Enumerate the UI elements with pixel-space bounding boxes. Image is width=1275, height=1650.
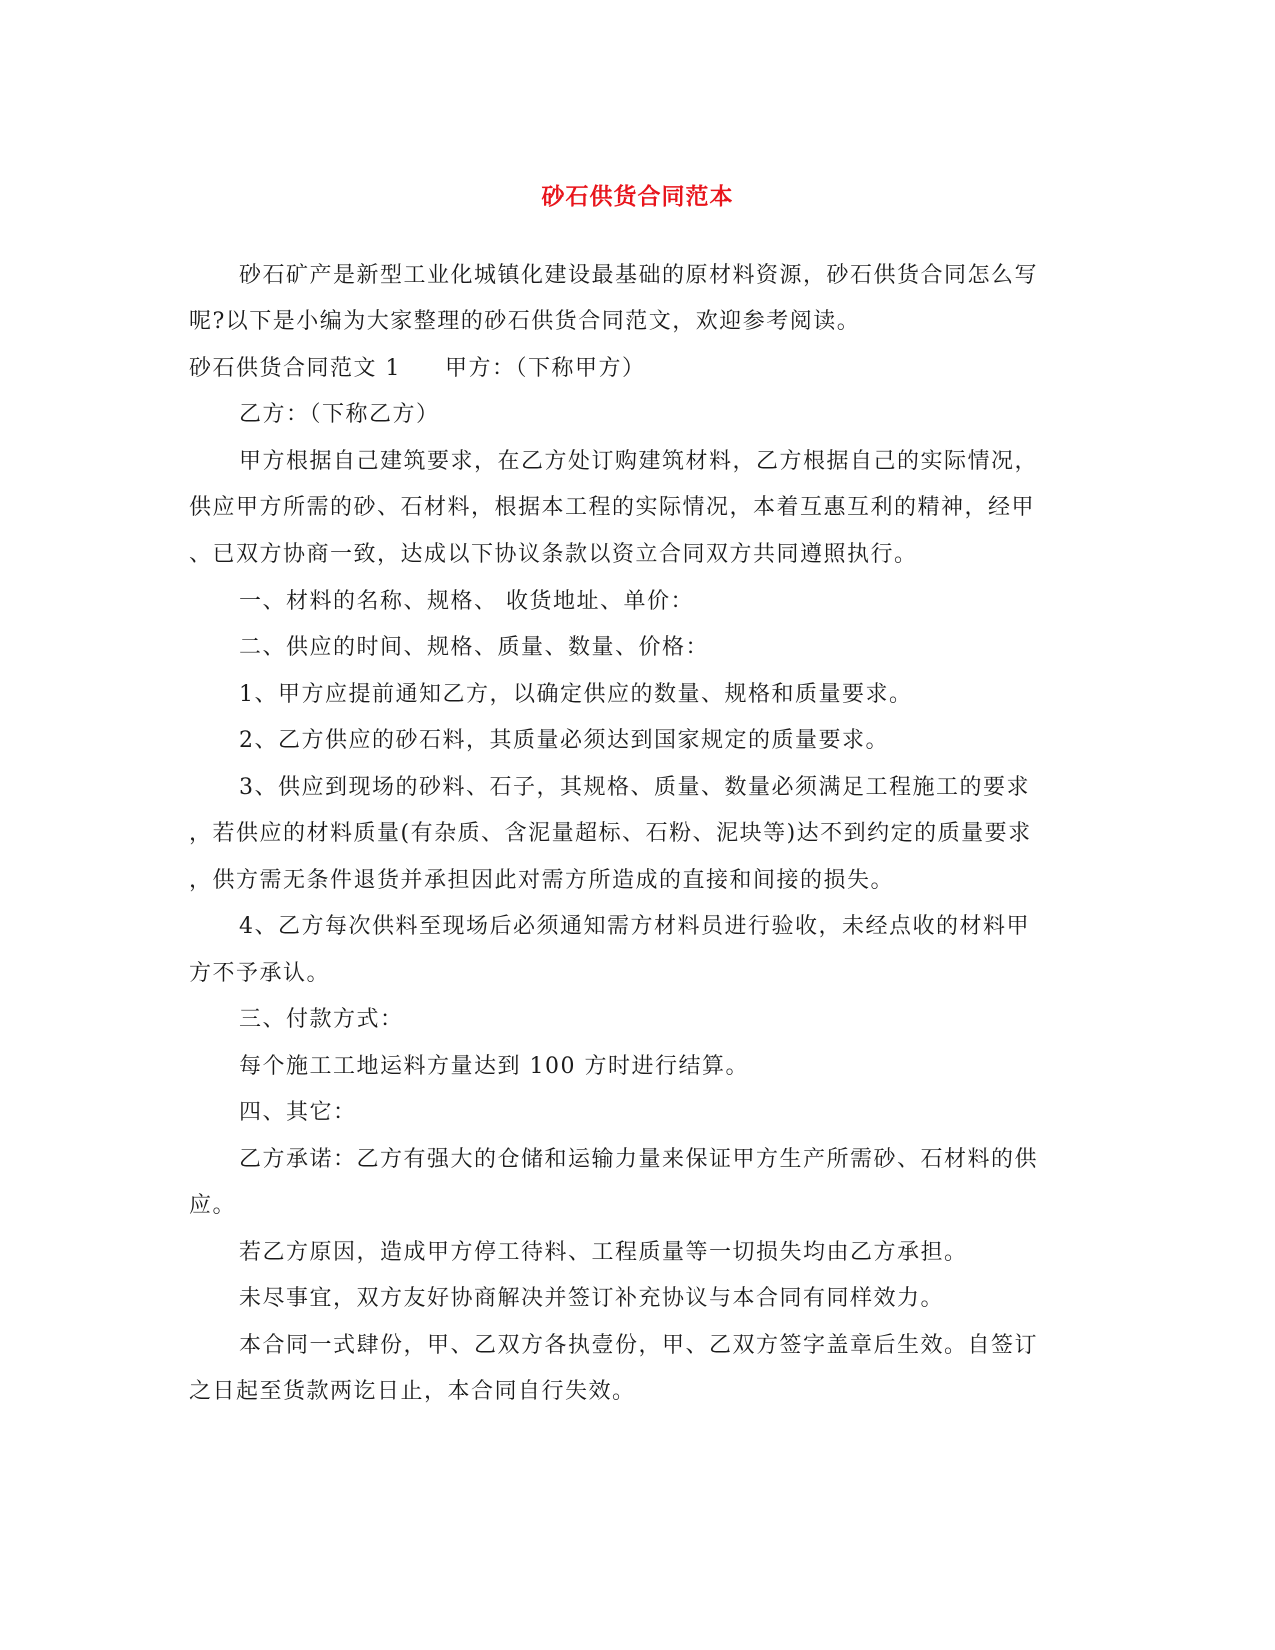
section-heading-line: [189, 355, 646, 383]
paragraph-line: 呢?以下是小编为大家整理的砂石供货合同范文，欢迎参考阅读。: [189, 309, 861, 334]
paragraph-line: 方不予承认。: [189, 961, 331, 986]
party-a-line: 甲方：（下称甲方）: [445, 356, 646, 381]
paragraph-line: 乙方承诺：乙方有强大的仓储和运输力量来保证甲方生产所需砂、石材料的供: [239, 1147, 1039, 1172]
sample-heading: 砂石供货合同范文 1: [189, 356, 401, 381]
paragraph-line: ，若供应的材料质量(有杂质、含泥量超标、石粉、泥块等)达不到约定的质量要求: [189, 821, 1032, 846]
paragraph-line: 、已双方协商一致，达成以下协议条款以资立合同双方共同遵照执行。: [189, 542, 918, 567]
paragraph-line: 应。: [189, 1193, 237, 1218]
clause-item: 2、乙方供应的砂石料，其质量必须达到国家规定的质量要求。: [239, 728, 889, 753]
clause-heading: 一、材料的名称、规格、 收货地址、单价：: [239, 589, 694, 614]
paragraph-line: 砂石矿产是新型工业化城镇化建设最基础的原材料资源，砂石供货合同怎么写: [239, 263, 1039, 288]
clause-heading: 四、其它：: [239, 1100, 357, 1125]
paragraph-line: 本合同一式肆份，甲、乙双方各执壹份，甲、乙双方签字盖章后生效。自签订: [239, 1333, 1039, 1358]
paragraph-line: 供应甲方所需的砂、石材料，根据本工程的实际情况，本着互惠互利的精神，经甲: [189, 495, 1036, 520]
clause-heading: 二、供应的时间、规格、质量、数量、价格：: [239, 635, 710, 660]
clause-item: 3、供应到现场的砂料、石子，其规格、质量、数量必须满足工程施工的要求: [239, 775, 1030, 800]
paragraph-line: 甲方根据自己建筑要求，在乙方处订购建筑材料，乙方根据自己的实际情况，: [239, 449, 1039, 474]
party-b-line: 乙方：（下称乙方）: [239, 402, 440, 427]
paragraph-line: 若乙方原因，造成甲方停工待料、工程质量等一切损失均由乙方承担。: [239, 1240, 968, 1265]
paragraph-line: ，供方需无条件退货并承担因此对需方所造成的直接和间接的损失。: [189, 868, 895, 893]
document-title: 砂石供货合同范本: [541, 183, 734, 210]
clause-heading: 三、付款方式：: [239, 1007, 404, 1032]
paragraph-line: 未尽事宜，双方友好协商解决并签订补充协议与本合同有同样效力。: [239, 1286, 945, 1311]
paragraph-line: 每个施工工地运料方量达到 100 方时进行结算。: [239, 1054, 749, 1079]
clause-item: 1、甲方应提前通知乙方，以确定供应的数量、规格和质量要求。: [239, 682, 913, 707]
paragraph-line: 之日起至货款两讫日止，本合同自行失效。: [189, 1379, 636, 1404]
clause-item: 4、乙方每次供料至现场后必须通知需方材料员进行验收，未经点收的材料甲: [239, 914, 1030, 939]
